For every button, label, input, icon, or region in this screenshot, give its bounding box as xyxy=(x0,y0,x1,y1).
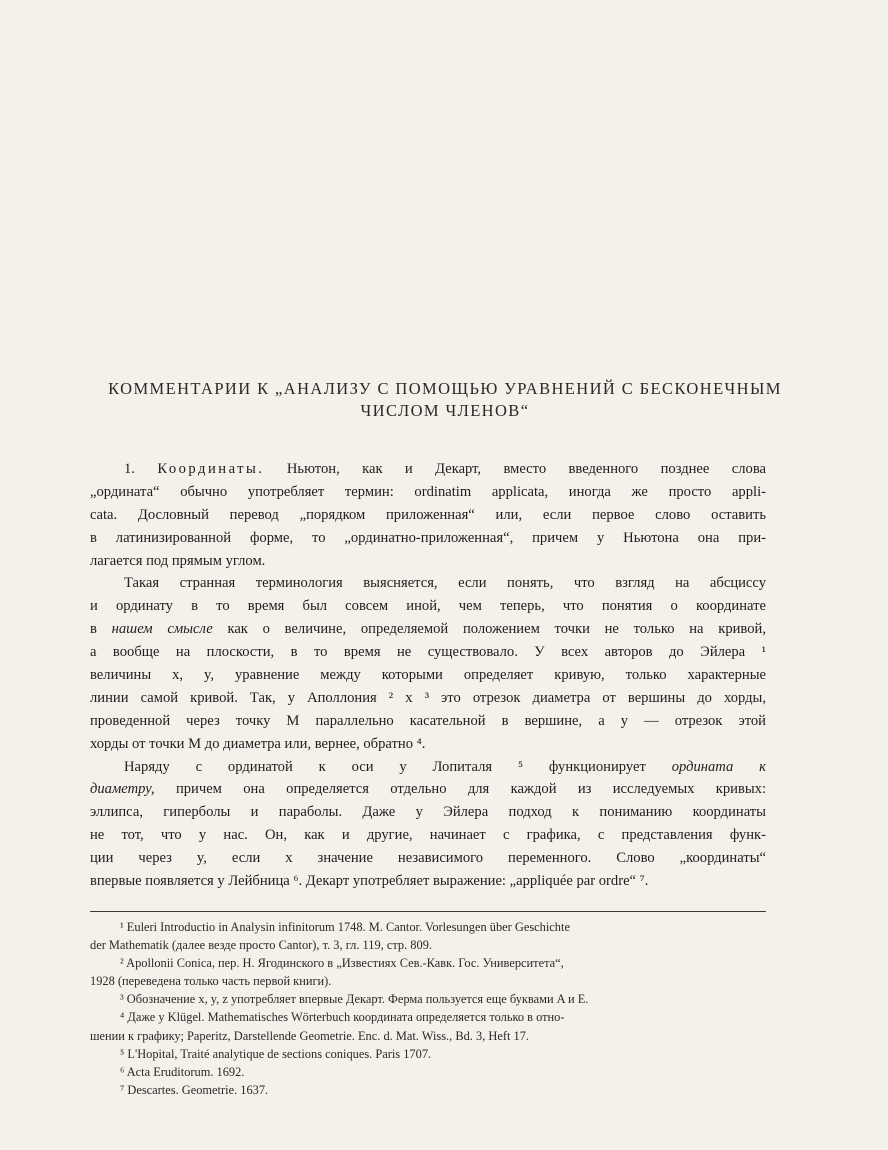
text-line: 1. Координаты. Ньютон, как и Декарт, вместо введенного позднее слова xyxy=(124,461,766,477)
section-term: Координаты. xyxy=(157,461,265,477)
paragraph-lhopital xyxy=(90,756,766,893)
text-line: „ордината“ обычно употребляет термин: ordinatim applicata, иногда же просто appli- xyxy=(90,483,766,500)
footnote-7: ⁷ Descartes. Geometrie. 1637. xyxy=(120,1082,269,1097)
text-line: а вообще на плоскости, в то время не существовало. У всех авторов до Эйлера ¹ xyxy=(90,644,766,661)
footnote-4: ⁴ Даже у Klügel. Mathematisches Wörterbuch координата определяется только в отно- xyxy=(120,1010,565,1025)
footnote-1: ¹ Euleri Introductio in Analysin infinitorum 1748. M. Cantor. Vorlesungen über Geschichte xyxy=(120,920,570,934)
text-line: эллипса, гиперболы и параболы. Даже у Эйлера подход к пониманию координаты xyxy=(90,804,766,821)
section-heading xyxy=(90,378,800,422)
text-line: величины x, y, уравнение между которыми определяет кривую, только характерные xyxy=(90,667,766,684)
heading-line-1: КОММЕНТАРИИ К „АНАЛИЗУ С ПОМОЩЬЮ УРАВНЕНИЙ С БЕСКОНЕЧНЫМ xyxy=(108,379,782,398)
text-line: диаметру, причем она определяется отдельно для каждой из исследуемых кривых: xyxy=(90,781,766,798)
footnote-1-cont: der Mathematik (далее везде просто Cantor), т. 3, гл. 119, стр. 809. xyxy=(90,938,432,953)
footnote-6: ⁶ Acta Eruditorum. 1692. xyxy=(120,1064,245,1079)
emphasis: ордината к xyxy=(671,758,766,775)
footnote-2: ² Apollonii Conica, пер. Н. Ягодинского в „Известиях Сев.-Кавк. Гос. Университета“, xyxy=(120,956,564,971)
footnote-divider xyxy=(90,911,766,912)
heading-line-2: ЧИСЛОМ ЧЛЕНОВ“ xyxy=(360,401,530,420)
text-line: Такая странная терминология выясняется, если понять, что взгляд на абсциссу xyxy=(124,575,766,592)
text-line: хорды от точки M до диаметра или, вернее, обратно ⁴. xyxy=(90,735,426,752)
text-line: в латинизированной форме, то „ординатно-приложенная“, причем у Ньютона она при- xyxy=(90,529,766,546)
footnote-5: ⁵ L'Hopital, Traité analytique de sections coniques. Paris 1707. xyxy=(120,1046,432,1061)
footnote-4-cont: шении к графику; Paperitz, Darstellende Geometrie. Enc. d. Mat. Wiss., Bd. 3, Heft 17. xyxy=(90,1028,529,1043)
text-line: лагается под прямым углом. xyxy=(90,552,266,569)
footnote-3: ³ Обозначение x, y, z употребляет впервые Декарт. Ферма пользуется еще буквами A и E. xyxy=(120,992,589,1007)
text-line: ции через y, если x значение независимого переменного. Слово „координаты“ xyxy=(90,850,766,867)
text-line: и ординату в то время был совсем иной, чем теперь, что понятия о координате xyxy=(90,598,766,615)
paragraph-coordinates xyxy=(90,458,766,572)
text-line: не тот, что у нас. Он, как и другие, начинает с графика, с представления функ- xyxy=(90,827,766,844)
footnotes xyxy=(90,918,766,1099)
text-line: cata. Дословный перевод „порядком приложенная“ или, если первое слово оставить xyxy=(90,506,766,523)
text-line: Наряду с ординатой к оси у Лопиталя ⁵ функционирует ордината к xyxy=(124,758,766,775)
text-line: в нашем смысле как о величине, определяемой положением точки не только на кривой, xyxy=(90,621,766,638)
footnote-2-cont: 1928 (переведена только часть первой книги). xyxy=(90,974,332,989)
text-line: линии самой кривой. Так, у Аполлония ² x ³ это отрезок диаметра от вершины до хорды, xyxy=(90,689,766,706)
text-line: впервые появляется у Лейбница ⁶. Декарт употребляет выражение: „appliquée par ordre“ ⁷. xyxy=(90,873,649,890)
text-line: проведенной через точку M параллельно касательной в вершине, а y — отрезок этой xyxy=(90,712,766,729)
emphasis: диаметру, xyxy=(90,781,155,798)
main-text xyxy=(90,458,766,893)
emphasis: нашем смысле xyxy=(111,621,213,638)
paragraph-terminology xyxy=(90,572,766,755)
section-number: 1. xyxy=(124,461,135,477)
